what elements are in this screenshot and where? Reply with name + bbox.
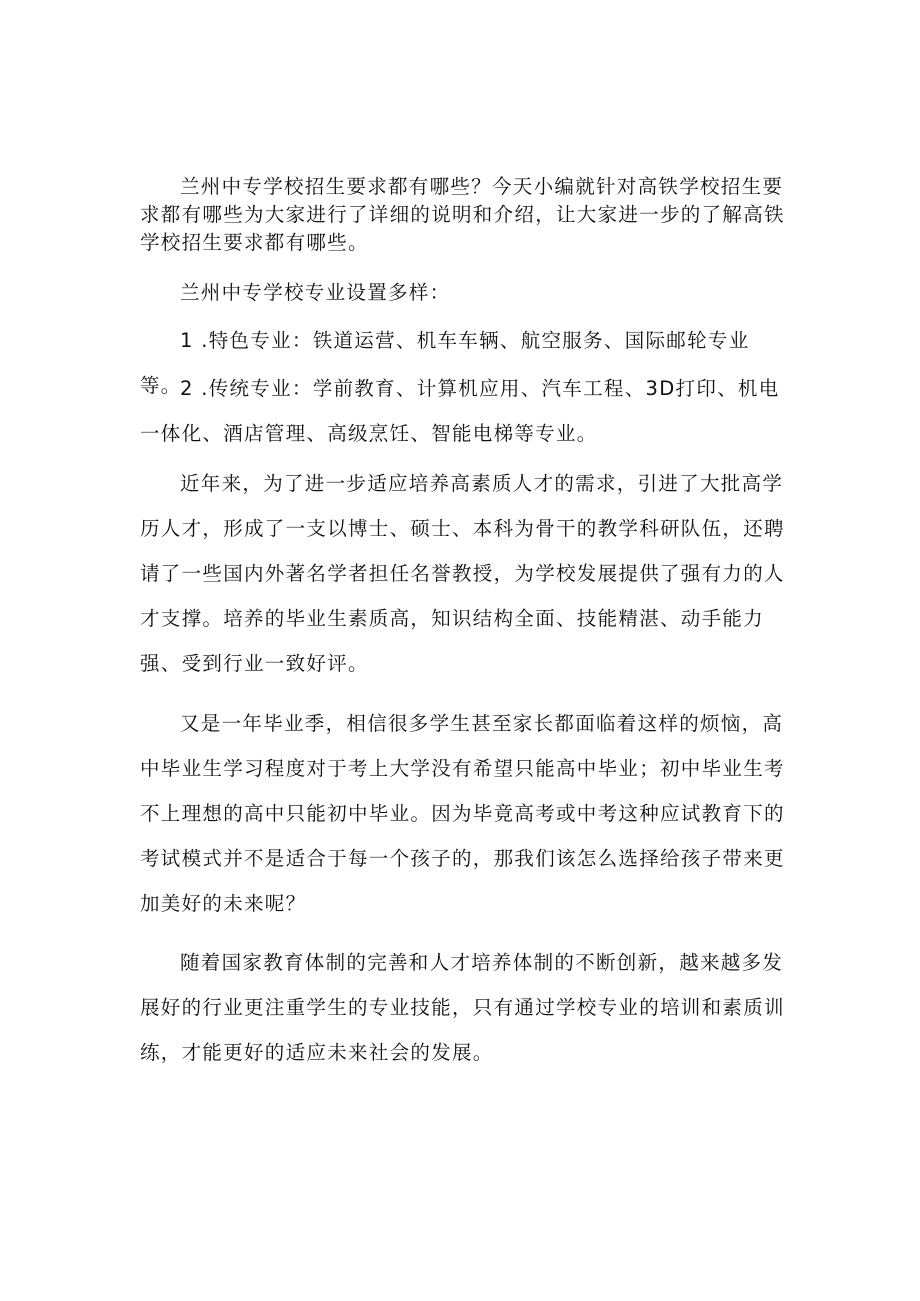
faculty-paragraph: 近年来，为了进一步适应培养高素质人才的需求，引进了大批高学历人才，形成了一支以博士、硕士、本科为骨干的教学科研队伍，还聘请了一些国内外著名学者担任名誉教授，为学校发展提供了强有力的人才支撑。培养的毕业生素质高，知识结构全面、技能精湛、动手能力强、受到行业一致好评。 <box>140 472 785 675</box>
intro-paragraph: 兰州中专学校招生要求都有哪些？今天小编就针对高铁学校招生要求都有哪些为大家进行了详细的说明和介绍，让大家进一步的了解高铁学校招生要求都有哪些。 <box>140 175 785 254</box>
majors-heading: 兰州中专学校专业设置多样： <box>180 281 451 304</box>
traditional-majors-item: 2 .传统专业：学前教育、计算机应用、汽车工程、3D打印、机电一体化、酒店管理、高级烹饪、智能电梯等专业。 <box>140 377 780 445</box>
featured-majors-item: 1 .特色专业：铁道运营、机车车辆、航空服务、国际邮轮专业等。 <box>140 329 750 397</box>
conclusion-paragraph: 随着国家教育体制的完善和人才培养体制的不断创新，越来越多发展好的行业更注重学生的专业技能，只有通过学校专业的培训和素质训练，才能更好的适应未来社会的发展。 <box>140 951 785 1064</box>
graduation-paragraph: 又是一年毕业季，相信很多学生甚至家长都面临着这样的烦恼，高中毕业生学习程度对于考上大学没有希望只能高中毕业；初中毕业生考不上理想的高中只能初中毕业。因为毕竟高考或中考这种应试教育下的考试模式并不是适合于每一个孩子的，那我们该怎么选择给孩子带来更加美好的未来呢？ <box>140 712 785 915</box>
